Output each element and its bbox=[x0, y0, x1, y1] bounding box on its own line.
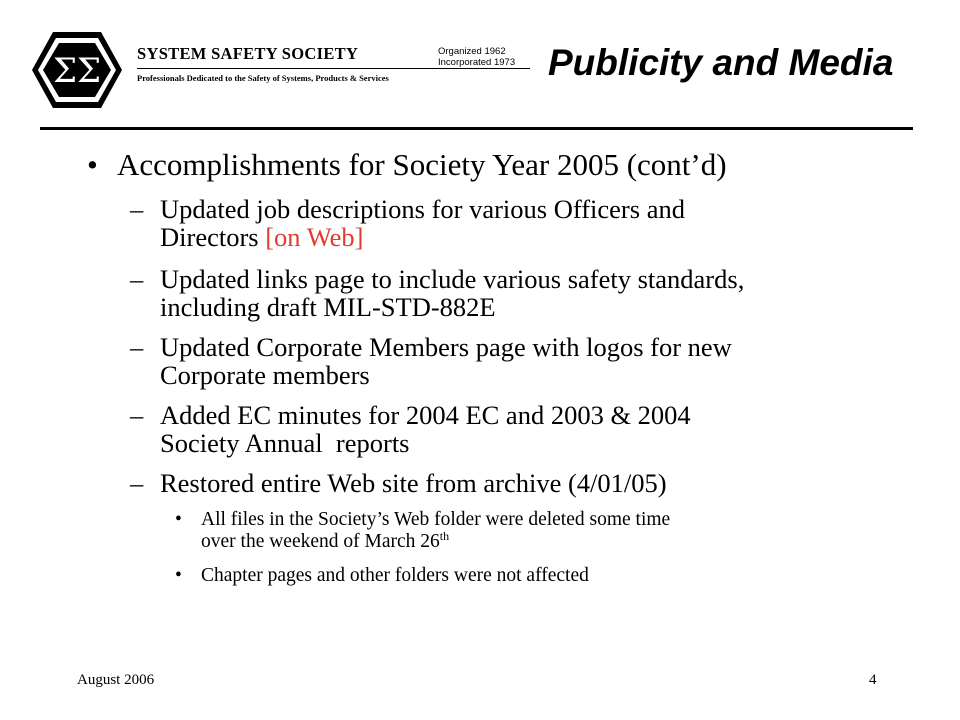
list-item-line2: Corporate members bbox=[160, 360, 370, 390]
dash-icon: – bbox=[130, 400, 144, 430]
on-web-highlight: [on Web] bbox=[265, 222, 364, 252]
sub-list-item-line2 bbox=[201, 531, 449, 553]
bullet-icon: • bbox=[175, 565, 182, 586]
dash-icon: – bbox=[130, 194, 144, 224]
title-divider bbox=[40, 127, 913, 130]
list-item-line2: Society Annual reports bbox=[160, 428, 410, 458]
sub-list-item-line1: All files in the Society’s Web folder were deleted some time bbox=[201, 509, 671, 530]
list-item-line2 bbox=[160, 223, 363, 251]
org-name: SYSTEM SAFETY SOCIETY bbox=[137, 44, 359, 63]
dash-icon: – bbox=[130, 332, 144, 362]
org-tagline: Professionals Dedicated to the Safety of Systems, Products & Services bbox=[137, 73, 389, 83]
sub-list-item-line2-text: over the weekend of March 26 bbox=[201, 531, 440, 552]
list-item-line1: Updated Corporate Members page with logos for new bbox=[160, 332, 732, 362]
list-item-line1: Added EC minutes for 2004 EC and 2003 & 2004 bbox=[160, 400, 691, 430]
incorporated-date: Incorporated 1973 bbox=[438, 57, 516, 68]
bullet-icon: • bbox=[87, 147, 98, 182]
sub-list-item-line1: Chapter pages and other folders were not affected bbox=[201, 565, 589, 586]
main-bullet-text: Accomplishments for Society Year 2005 (cont’d) bbox=[117, 147, 727, 182]
organized-date: Organized 1962 bbox=[438, 46, 506, 57]
list-item-line2-text: Directors bbox=[160, 222, 266, 252]
list-item-line2: including draft MIL-STD-882E bbox=[160, 292, 496, 322]
dash-icon: – bbox=[130, 468, 144, 498]
society-logo-icon bbox=[30, 30, 124, 110]
dash-icon: – bbox=[130, 264, 144, 294]
org-dates bbox=[438, 46, 515, 68]
slide-title: Publicity and Media bbox=[548, 42, 894, 83]
bullet-icon: • bbox=[175, 509, 182, 530]
main-bullet bbox=[87, 148, 727, 182]
footer-date: August 2006 bbox=[77, 672, 155, 688]
list-item-line1: Restored entire Web site from archive (4/01/05) bbox=[160, 468, 667, 498]
list-item-line1: Updated job descriptions for various Officers and bbox=[160, 194, 685, 224]
superscript: th bbox=[439, 529, 450, 543]
list-item-line1: Updated links page to include various safety standards, bbox=[160, 264, 745, 294]
logo-glyph: ΣΣ bbox=[52, 51, 102, 91]
org-underline bbox=[137, 68, 530, 69]
page-number: 4 bbox=[869, 672, 877, 688]
